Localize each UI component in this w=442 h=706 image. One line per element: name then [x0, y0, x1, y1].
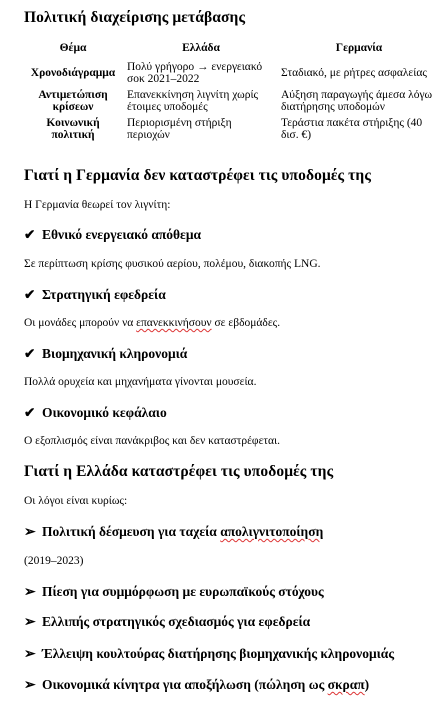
row-greece: Επανεκκίνηση λιγνίτη χωρίς έτοιμες υποδομές: [127, 89, 259, 113]
checkmark-icon: ✔: [24, 405, 36, 420]
greece-point: ➢ Πολιτική δέσμευση για ταχεία απολιγνιτοποίηση: [24, 524, 324, 540]
germany-point-text: Ο εξοπλισμός είναι πανάκριβος και δεν καταστρέφεται.: [24, 435, 281, 447]
checkmark-icon: ✔: [24, 227, 36, 242]
spellcheck-word: επανεκκινήσουν: [136, 317, 212, 329]
checkmark-icon: ✔: [24, 287, 36, 302]
greece-point: ➢ Ελλιπής στρατηγικός σχεδιασμός για εφεδρεία: [24, 614, 311, 630]
heading-transition-policy: Πολιτική διαχείρισης μετάβασης: [24, 9, 246, 26]
row-greece: Περιορισμένη στήριξη περιοχών: [127, 117, 232, 141]
spellcheck-word: σκραπ: [327, 677, 365, 692]
header-topic: Θέμα: [59, 42, 87, 54]
table-header-row: [22, 40, 440, 60]
table-row: [22, 116, 440, 144]
germany-point-title: ✔ Οικονομικό κεφάλαιο: [24, 405, 167, 420]
germany-point-title: ✔ Εθνικό ενεργειακό απόθεμα: [24, 227, 202, 242]
row-topic: Αντιμετώπιση κρίσεων: [38, 89, 108, 113]
greece-intro: Οι λόγοι είναι κυρίως:: [24, 495, 128, 507]
arrow-bullet-icon: ➢: [24, 678, 36, 693]
row-topic: Χρονοδιάγραμμα: [30, 67, 116, 79]
greece-point: ➢ Έλλειψη κουλτούρας διατήρησης βιομηχανικής κληρονομιάς: [24, 646, 395, 662]
greece-point: ➢ Οικονομικά κίνητρα για αποξήλωση (πώληση ως σκραπ): [24, 677, 370, 693]
germany-intro: Η Γερμανία θεωρεί τον λιγνίτη:: [24, 199, 171, 211]
heading-germany-why: Γιατί η Γερμανία δεν καταστρέφει τις υποδομές της: [24, 167, 371, 184]
arrow-bullet-icon: ➢: [24, 585, 36, 600]
arrow-bullet-icon: ➢: [24, 525, 36, 540]
greece-point: ➢ Πίεση για συμμόρφωση με ευρωπαϊκούς στόχους: [24, 584, 324, 600]
arrow-bullet-icon: ➢: [24, 647, 36, 662]
row-germany: Αύξηση παραγωγής άμεσα λόγω διατήρησης υποδομών: [281, 89, 433, 113]
arrow-bullet-icon: ➢: [24, 615, 36, 630]
header-greece: Ελλάδα: [182, 42, 220, 54]
header-germany: Γερμανία: [335, 42, 383, 54]
checkmark-icon: ✔: [24, 346, 36, 361]
row-topic: Κοινωνική πολιτική: [46, 117, 100, 141]
germany-point-text: Σε περίπτωση κρίσης φυσικού αερίου, πολέμου, διακοπής LNG.: [24, 258, 321, 270]
table-row: [22, 60, 440, 88]
row-greece: Πολύ γρήγορο → ενεργειακό σοκ 2021–2022: [127, 61, 263, 85]
greece-note: (2019–2023): [24, 555, 84, 567]
germany-point-title: ✔ Στρατηγική εφεδρεία: [24, 287, 166, 302]
row-germany: Τεράστια πακέτα στήριξης (40 δισ. €): [281, 117, 423, 141]
comparison-table: [22, 40, 440, 144]
germany-point-text: Πολλά ορυχεία και μηχανήματα γίνονται μουσεία.: [24, 376, 257, 388]
heading-greece-why: Γιατί η Ελλάδα καταστρέφει τις υποδομές της: [24, 463, 334, 480]
germany-point-text: Οι μονάδες μπορούν να επανεκκινήσουν σε εβδομάδες.: [24, 317, 281, 329]
table-row: [22, 88, 440, 116]
row-germany: Σταδιακό, με ρήτρες ασφαλείας: [281, 67, 427, 79]
spellcheck-word: απολιγνιτοποίηση: [220, 524, 324, 539]
germany-point-title: ✔ Βιομηχανική κληρονομιά: [24, 346, 188, 361]
